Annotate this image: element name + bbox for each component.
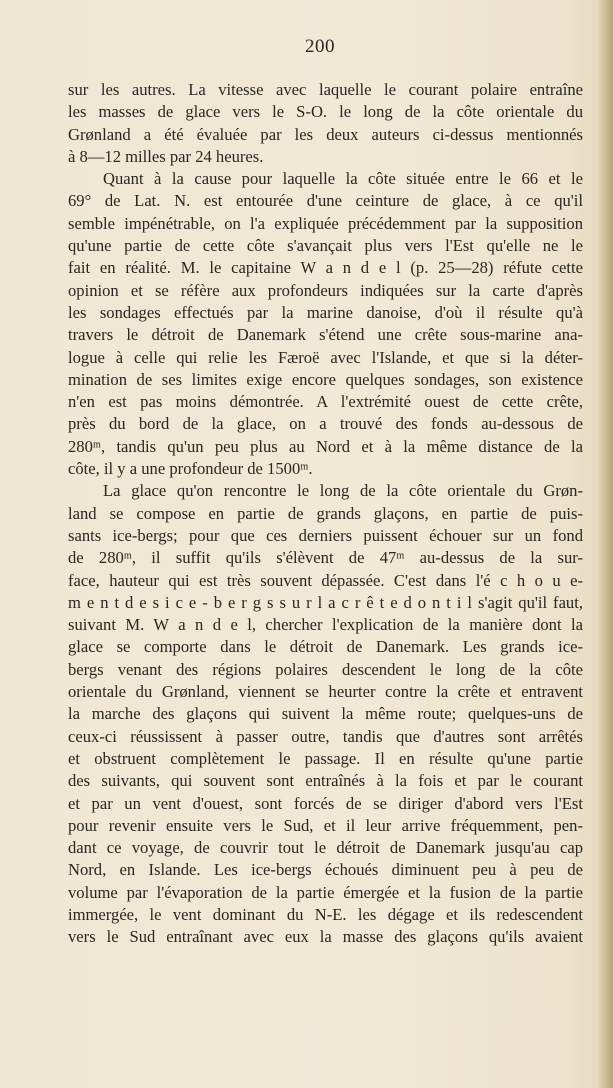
text-line: glace se comporte dans le détroit de Danemark. Les grands ice-	[68, 637, 583, 657]
text-line: suivant M. W a n d e l, chercher l'explication de la manière dont la	[68, 615, 583, 635]
body-text	[68, 79, 583, 949]
text-line: vers le Sud entraînant avec eux la masse des glaçons qu'ils avaient	[68, 927, 583, 947]
text-line: volume par l'évaporation de la partie émergée et la fusion de la partie	[68, 882, 583, 902]
text-line: opinion et se réfère aux profondeurs indiquées sur la carte d'après	[68, 280, 583, 300]
text-line: Grønland a été évaluée par les deux auteurs ci-dessus mentionnés	[68, 124, 583, 144]
text-line: dant ce voyage, de couvrir tout le détroit de Danemark jusqu'au cap	[68, 838, 583, 858]
text-line: orientale du Grønland, viennent se heurter contre la crête et entravent	[68, 682, 583, 702]
text-line: n'en est pas moins démontrée. A l'extrémité ouest de cette crête,	[68, 392, 583, 412]
text-line: Nord, en Islande. Les ice-bergs échoués diminuent peu à peu de	[68, 860, 583, 880]
text-line: fait en réalité. M. le capitaine W a n d e l (p. 25—28) réfute cette	[68, 258, 583, 278]
text-line: ceux-ci réussissent à passer outre, tandis que d'autres sont arrêtés	[68, 726, 583, 746]
text-line: qu'une partie de cette côte s'avançait plus vers l'Est qu'elle ne le	[68, 236, 583, 256]
text-line: immergée, le vent dominant du N-E. les dégage et ils redescendent	[68, 904, 583, 924]
text-line: La glace qu'on rencontre le long de la côte orientale du Grøn-	[103, 481, 583, 501]
text-line: pour revenir ensuite vers le Sud, et il leur arrive fréquemment, pen-	[68, 815, 583, 835]
text-line: face, hauteur qui est très souvent dépassée. C'est dans l'é c h o u e-	[68, 570, 583, 590]
text-line: côte, il y a une profondeur de 1500ᵐ.	[68, 459, 313, 479]
text-line: et obstruent complètement le passage. Il en résulte qu'une partie	[68, 748, 583, 768]
text-line: travers le détroit de Danemark s'étend une crête sous-marine ana-	[68, 325, 583, 345]
text-line: logue à celle qui relie les Færoë avec l'Islande, et que si la déter-	[68, 347, 583, 367]
text-line: sur les autres. La vitesse avec laquelle le courant polaire entraîne	[68, 80, 583, 99]
text-line: sants ice-bergs; pour que ces derniers puissent échouer sur un fond	[68, 525, 583, 545]
page-edge	[597, 0, 613, 1088]
text-line: et par un vent d'ouest, sont forcés de se diriger d'abord vers l'Est	[68, 793, 583, 813]
text-line: land se compose en partie de grands glaçons, en partie de puis-	[68, 503, 583, 523]
text-line: les masses de glace vers le S-O. le long de la côte orientale du	[68, 102, 583, 122]
text-line: près du bord de la glace, on a trouvé des fonds au-dessous de	[68, 414, 583, 434]
text-line: des suivants, qui souvent sont entraînés à la fois et par le courant	[68, 771, 583, 791]
text-line: 280ᵐ, tandis qu'un peu plus au Nord et à la même distance de la	[68, 436, 583, 456]
text-line: mination de ses limites exige encore quelques sondages, son existence	[68, 369, 583, 389]
text-line: de 280ᵐ, il suffit qu'ils s'élèvent de 47ᵐ au-dessus de la sur-	[68, 548, 583, 568]
text-line: semble impénétrable, on l'a expliquée précédemment par la supposition	[68, 213, 583, 233]
text-line: Quant à la cause pour laquelle la côte située entre le 66 et le	[103, 169, 583, 189]
page-number: 200	[305, 36, 335, 57]
text-line: m e n t d e s i c e - b e r g s s u r l a c r ê t e d o n t i l s'agit qu'il faut,	[68, 592, 583, 612]
text-line: à 8—12 milles par 24 heures.	[68, 146, 264, 166]
text-line: bergs venant des régions polaires descendent le long de la côte	[68, 659, 583, 679]
text-line: la marche des glaçons qui suivent la même route; quelques-uns de	[68, 704, 583, 724]
text-line: les sondages effectués par la marine danoise, d'où il résulte qu'à	[68, 302, 583, 322]
text-line: 69° de Lat. N. est entourée d'une ceinture de glace, à ce qu'il	[68, 191, 583, 211]
